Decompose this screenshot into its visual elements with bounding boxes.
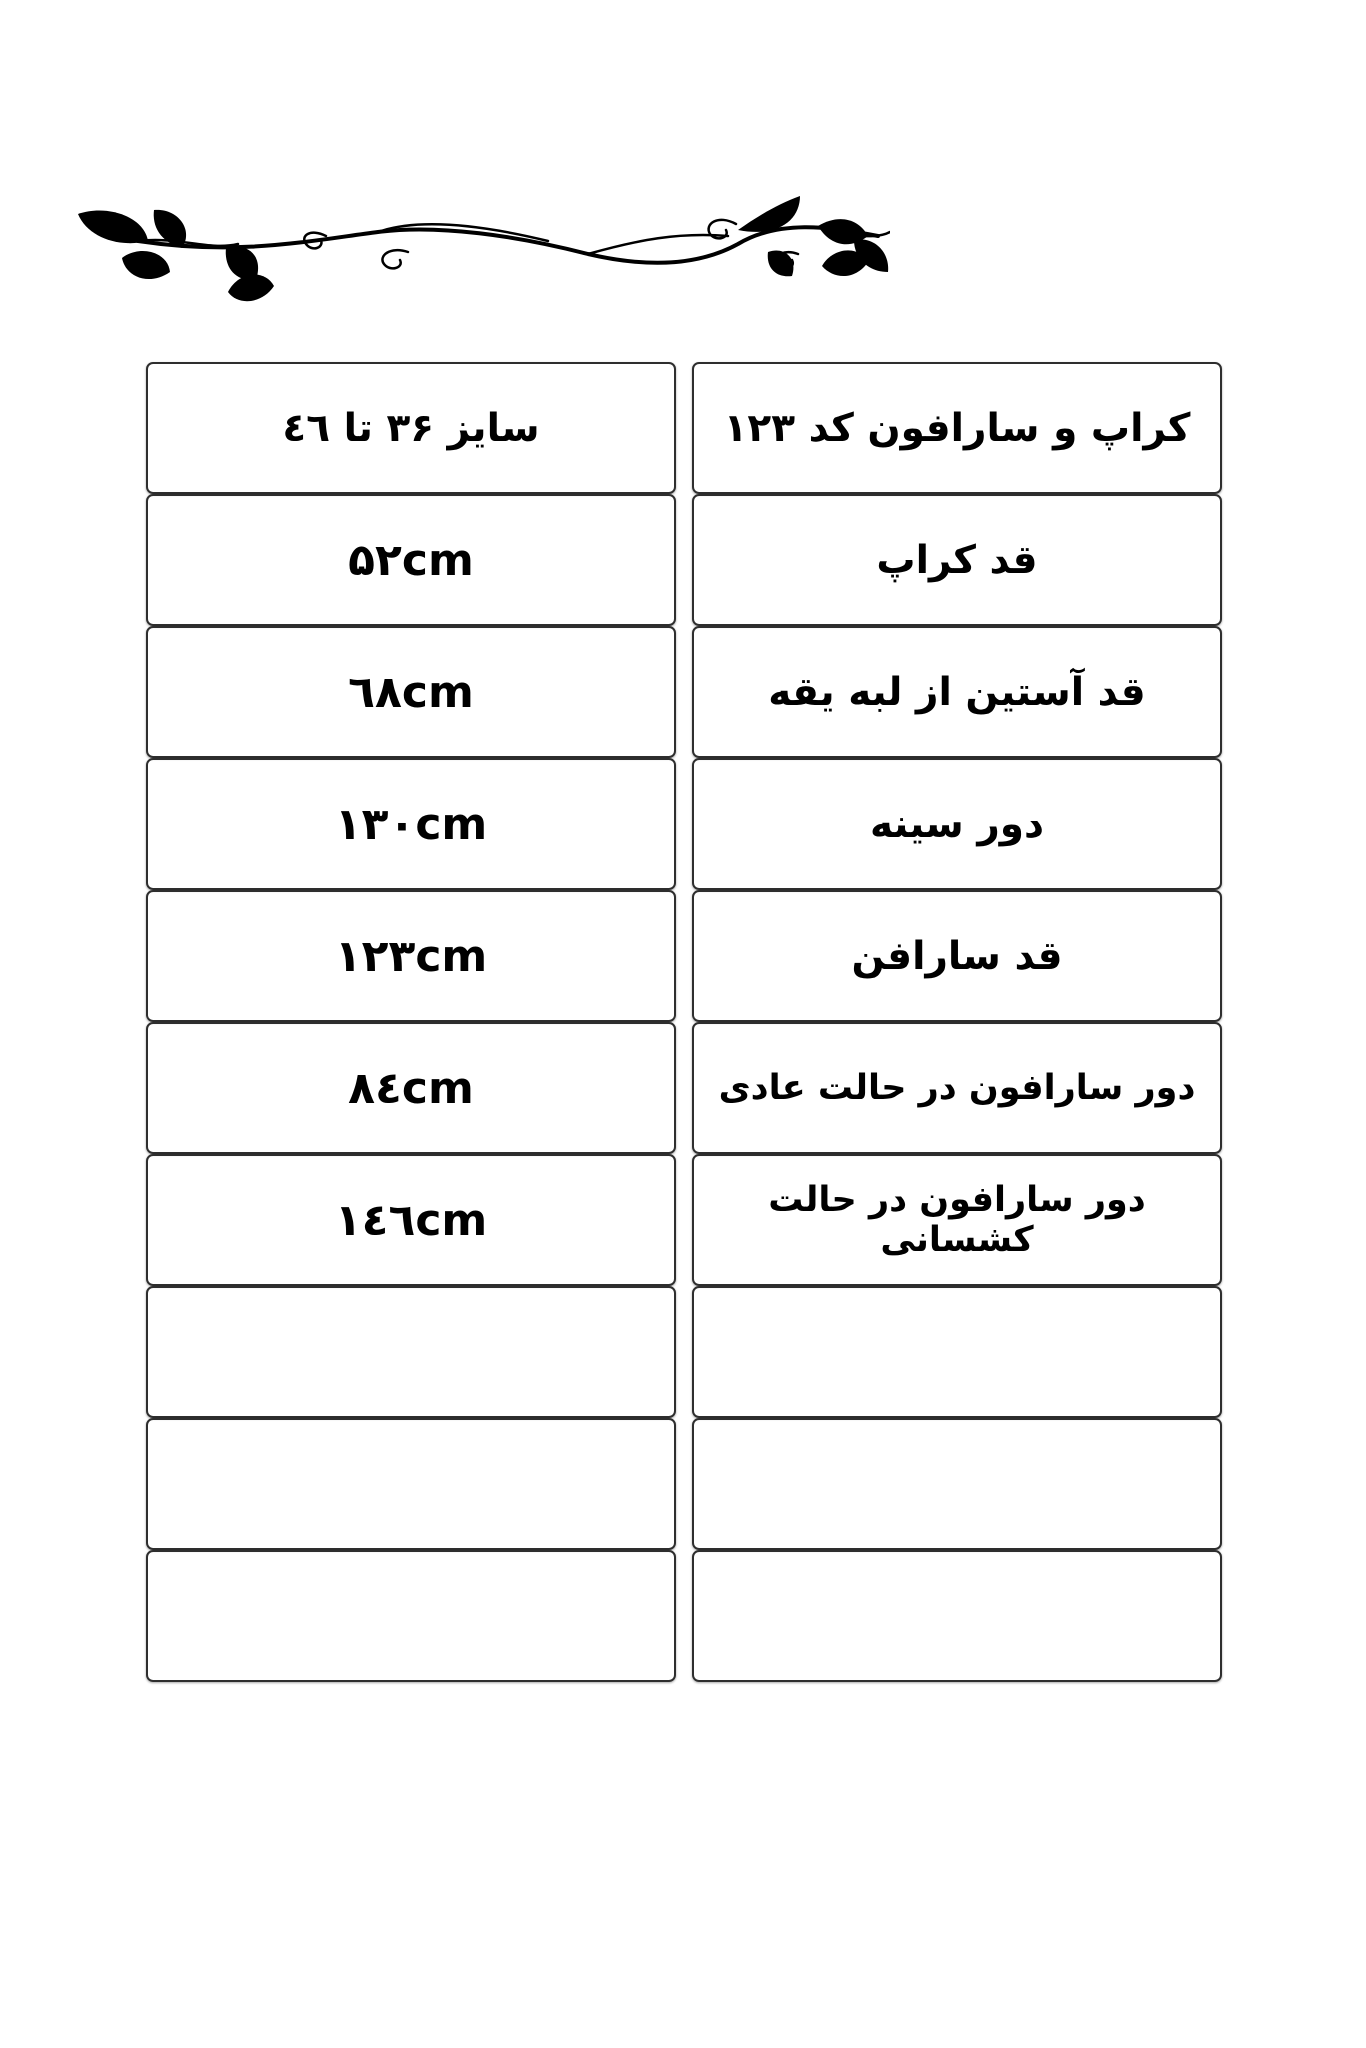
vine-leaves-icon [78,196,890,316]
measurement-value: ۵۲cm [146,494,676,626]
measurement-value: ۱۳۰cm [146,758,676,890]
size-range-cell: سایز ۳۶ تا ٤٦ [146,362,676,494]
measurement-label: قد کراپ [692,494,1222,626]
table-row [146,758,1222,890]
table-row [146,890,1222,1022]
table-row [146,626,1222,758]
measurement-label: دور سینه [692,758,1222,890]
table-row [146,1022,1222,1154]
empty-label-cell [692,1286,1222,1418]
empty-value-cell [146,1550,676,1682]
table-header-row [146,362,1222,494]
table-row [146,1286,1222,1418]
empty-value-cell [146,1286,676,1418]
measurement-value: ١٤٦cm [146,1154,676,1286]
table-row [146,1154,1222,1286]
table-row [146,494,1222,626]
measurement-label: قد آستین از لبه یقه [692,626,1222,758]
measurement-value: ۱۲۳cm [146,890,676,1022]
measurement-value: ٨٤cm [146,1022,676,1154]
table-row [146,1418,1222,1550]
measurement-label: دور سارافون در حالت کشسانی [692,1154,1222,1286]
measurement-label: دور سارافون در حالت عادی [692,1022,1222,1154]
empty-label-cell [692,1550,1222,1682]
measurement-value: ٦٨cm [146,626,676,758]
size-table [146,362,1222,1682]
empty-value-cell [146,1418,676,1550]
product-title-cell: کراپ و سارافون کد ۱۲۳ [692,362,1222,494]
empty-label-cell [692,1418,1222,1550]
table-row [146,1550,1222,1682]
measurement-label: قد سارافن [692,890,1222,1022]
